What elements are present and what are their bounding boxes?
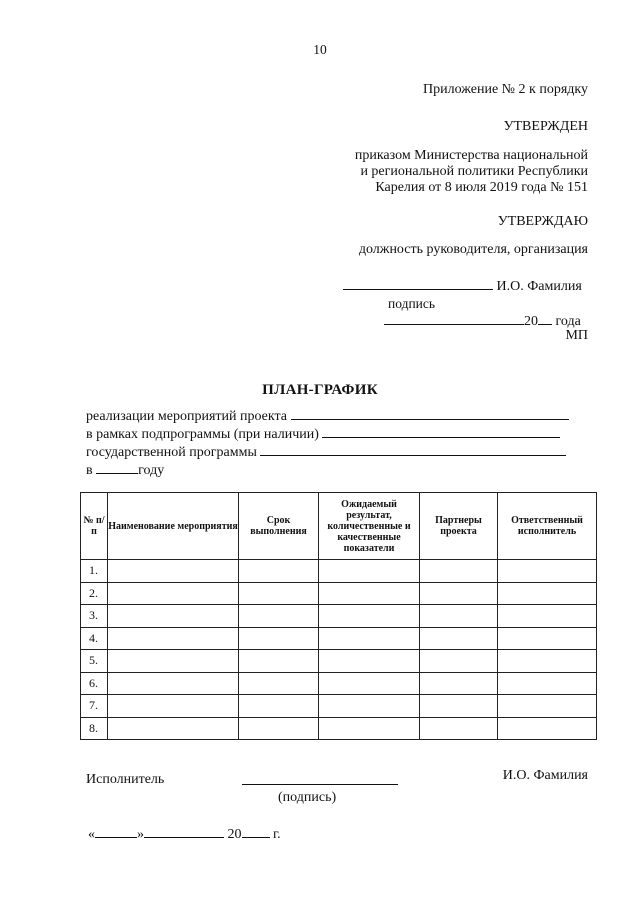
year-number: 20	[524, 314, 538, 329]
intro-prefix: в	[86, 463, 93, 478]
cell[interactable]	[498, 582, 597, 605]
col-partners: Партнеры проекта	[420, 493, 498, 560]
cell[interactable]	[108, 627, 239, 650]
intro-text-2: в рамках подпрограммы (при наличии)	[86, 427, 319, 442]
cell[interactable]	[420, 717, 498, 740]
row-number: 8.	[81, 717, 108, 740]
cell[interactable]	[420, 582, 498, 605]
cell[interactable]	[239, 627, 319, 650]
cell[interactable]	[319, 717, 420, 740]
cell[interactable]	[319, 582, 420, 605]
day-blank	[95, 825, 137, 838]
executor-signature-blank	[242, 772, 398, 790]
stamp-mark: МП	[565, 328, 588, 343]
plan-table	[80, 492, 597, 740]
intro-text-1: реализации мероприятий проекта	[86, 409, 288, 424]
cell[interactable]	[108, 605, 239, 628]
row-number: 2.	[81, 582, 108, 605]
col-responsible: Ответственный исполнитель	[498, 493, 597, 560]
cell[interactable]	[420, 650, 498, 673]
cell[interactable]	[498, 717, 597, 740]
cell[interactable]	[239, 650, 319, 673]
cell[interactable]	[108, 672, 239, 695]
table-row	[81, 627, 597, 650]
year-blank	[538, 312, 552, 325]
table-header-row	[81, 493, 597, 560]
row-number: 4.	[81, 627, 108, 650]
cell[interactable]	[498, 605, 597, 628]
appendix-note: Приложение № 2 к порядку	[423, 82, 588, 97]
cell[interactable]	[239, 695, 319, 718]
intro-line-4	[86, 461, 164, 479]
cell[interactable]	[239, 605, 319, 628]
cell[interactable]	[239, 717, 319, 740]
executor-signature-caption: (подпись)	[278, 790, 337, 805]
cell[interactable]	[498, 627, 597, 650]
col-activity: Наименование мероприятия	[108, 493, 239, 560]
col-deadline: Срок выполнения	[239, 493, 319, 560]
month-blank	[144, 825, 224, 838]
executor-name: И.О. Фамилия	[502, 768, 588, 783]
col-result: Ожидаемый результат, количественные и качественные показатели	[319, 493, 420, 560]
cell[interactable]	[108, 717, 239, 740]
head-signature-line	[343, 277, 582, 295]
executor-label: Исполнитель	[86, 772, 165, 787]
row-number: 3.	[81, 605, 108, 628]
table-row	[81, 650, 597, 673]
table-row	[81, 695, 597, 718]
cell[interactable]	[239, 672, 319, 695]
order-line-1: приказом Министерства национальной	[354, 148, 588, 163]
intro-suffix: году	[138, 463, 165, 478]
signature-underline	[242, 772, 398, 785]
cell[interactable]	[319, 605, 420, 628]
cell[interactable]	[319, 560, 420, 583]
cell[interactable]	[239, 582, 319, 605]
head-name: И.О. Фамилия	[496, 279, 582, 294]
footer-year-number: 20	[227, 827, 242, 842]
year-input-blank	[96, 461, 138, 474]
cell[interactable]	[498, 560, 597, 583]
cell[interactable]	[498, 672, 597, 695]
table-row	[81, 605, 597, 628]
cell[interactable]	[319, 672, 420, 695]
cell[interactable]	[420, 627, 498, 650]
cell[interactable]	[108, 695, 239, 718]
date-blank	[384, 312, 524, 325]
cell[interactable]	[239, 560, 319, 583]
approved-label: УТВЕРЖДЕН	[503, 119, 588, 134]
footer-date	[88, 825, 281, 843]
cell[interactable]	[498, 695, 597, 718]
order-line-3: Карелия от 8 июля 2019 года № 151	[375, 180, 588, 195]
subprogram-blank	[322, 425, 560, 438]
year-word: года	[555, 314, 581, 329]
cell[interactable]	[420, 605, 498, 628]
cell[interactable]	[108, 650, 239, 673]
date-line	[384, 312, 581, 330]
intro-text-3: государственной программы	[86, 445, 257, 460]
row-number: 1.	[81, 560, 108, 583]
row-number: 5.	[81, 650, 108, 673]
cell[interactable]	[319, 695, 420, 718]
signature-blank	[343, 277, 493, 290]
program-blank	[260, 443, 566, 456]
row-number: 7.	[81, 695, 108, 718]
position-caption: должность руководителя, организация	[358, 242, 588, 257]
table-row	[81, 560, 597, 583]
intro-line-3	[86, 443, 566, 461]
order-line-2: и региональной политики Республики	[360, 164, 588, 179]
cell[interactable]	[420, 695, 498, 718]
project-blank	[291, 407, 569, 420]
page-number: 10	[313, 42, 327, 57]
table-row	[81, 582, 597, 605]
intro-line-2	[86, 425, 560, 443]
signature-caption: подпись	[388, 296, 436, 311]
col-number: № п/п	[81, 493, 108, 560]
cell[interactable]	[420, 560, 498, 583]
footer-year-blank	[242, 825, 270, 838]
approve-label: УТВЕРЖДАЮ	[497, 214, 588, 229]
cell[interactable]	[420, 672, 498, 695]
cell[interactable]	[319, 650, 420, 673]
row-number: 6.	[81, 672, 108, 695]
open-quote: «	[88, 827, 95, 842]
table-row	[81, 672, 597, 695]
footer-year-suffix: г.	[273, 827, 281, 842]
intro-line-1	[86, 407, 569, 425]
document-title: ПЛАН-ГРАФИК	[262, 382, 378, 398]
cell[interactable]	[498, 650, 597, 673]
cell[interactable]	[108, 582, 239, 605]
close-quote: »	[137, 827, 144, 842]
cell[interactable]	[108, 560, 239, 583]
table-row	[81, 717, 597, 740]
cell[interactable]	[319, 627, 420, 650]
